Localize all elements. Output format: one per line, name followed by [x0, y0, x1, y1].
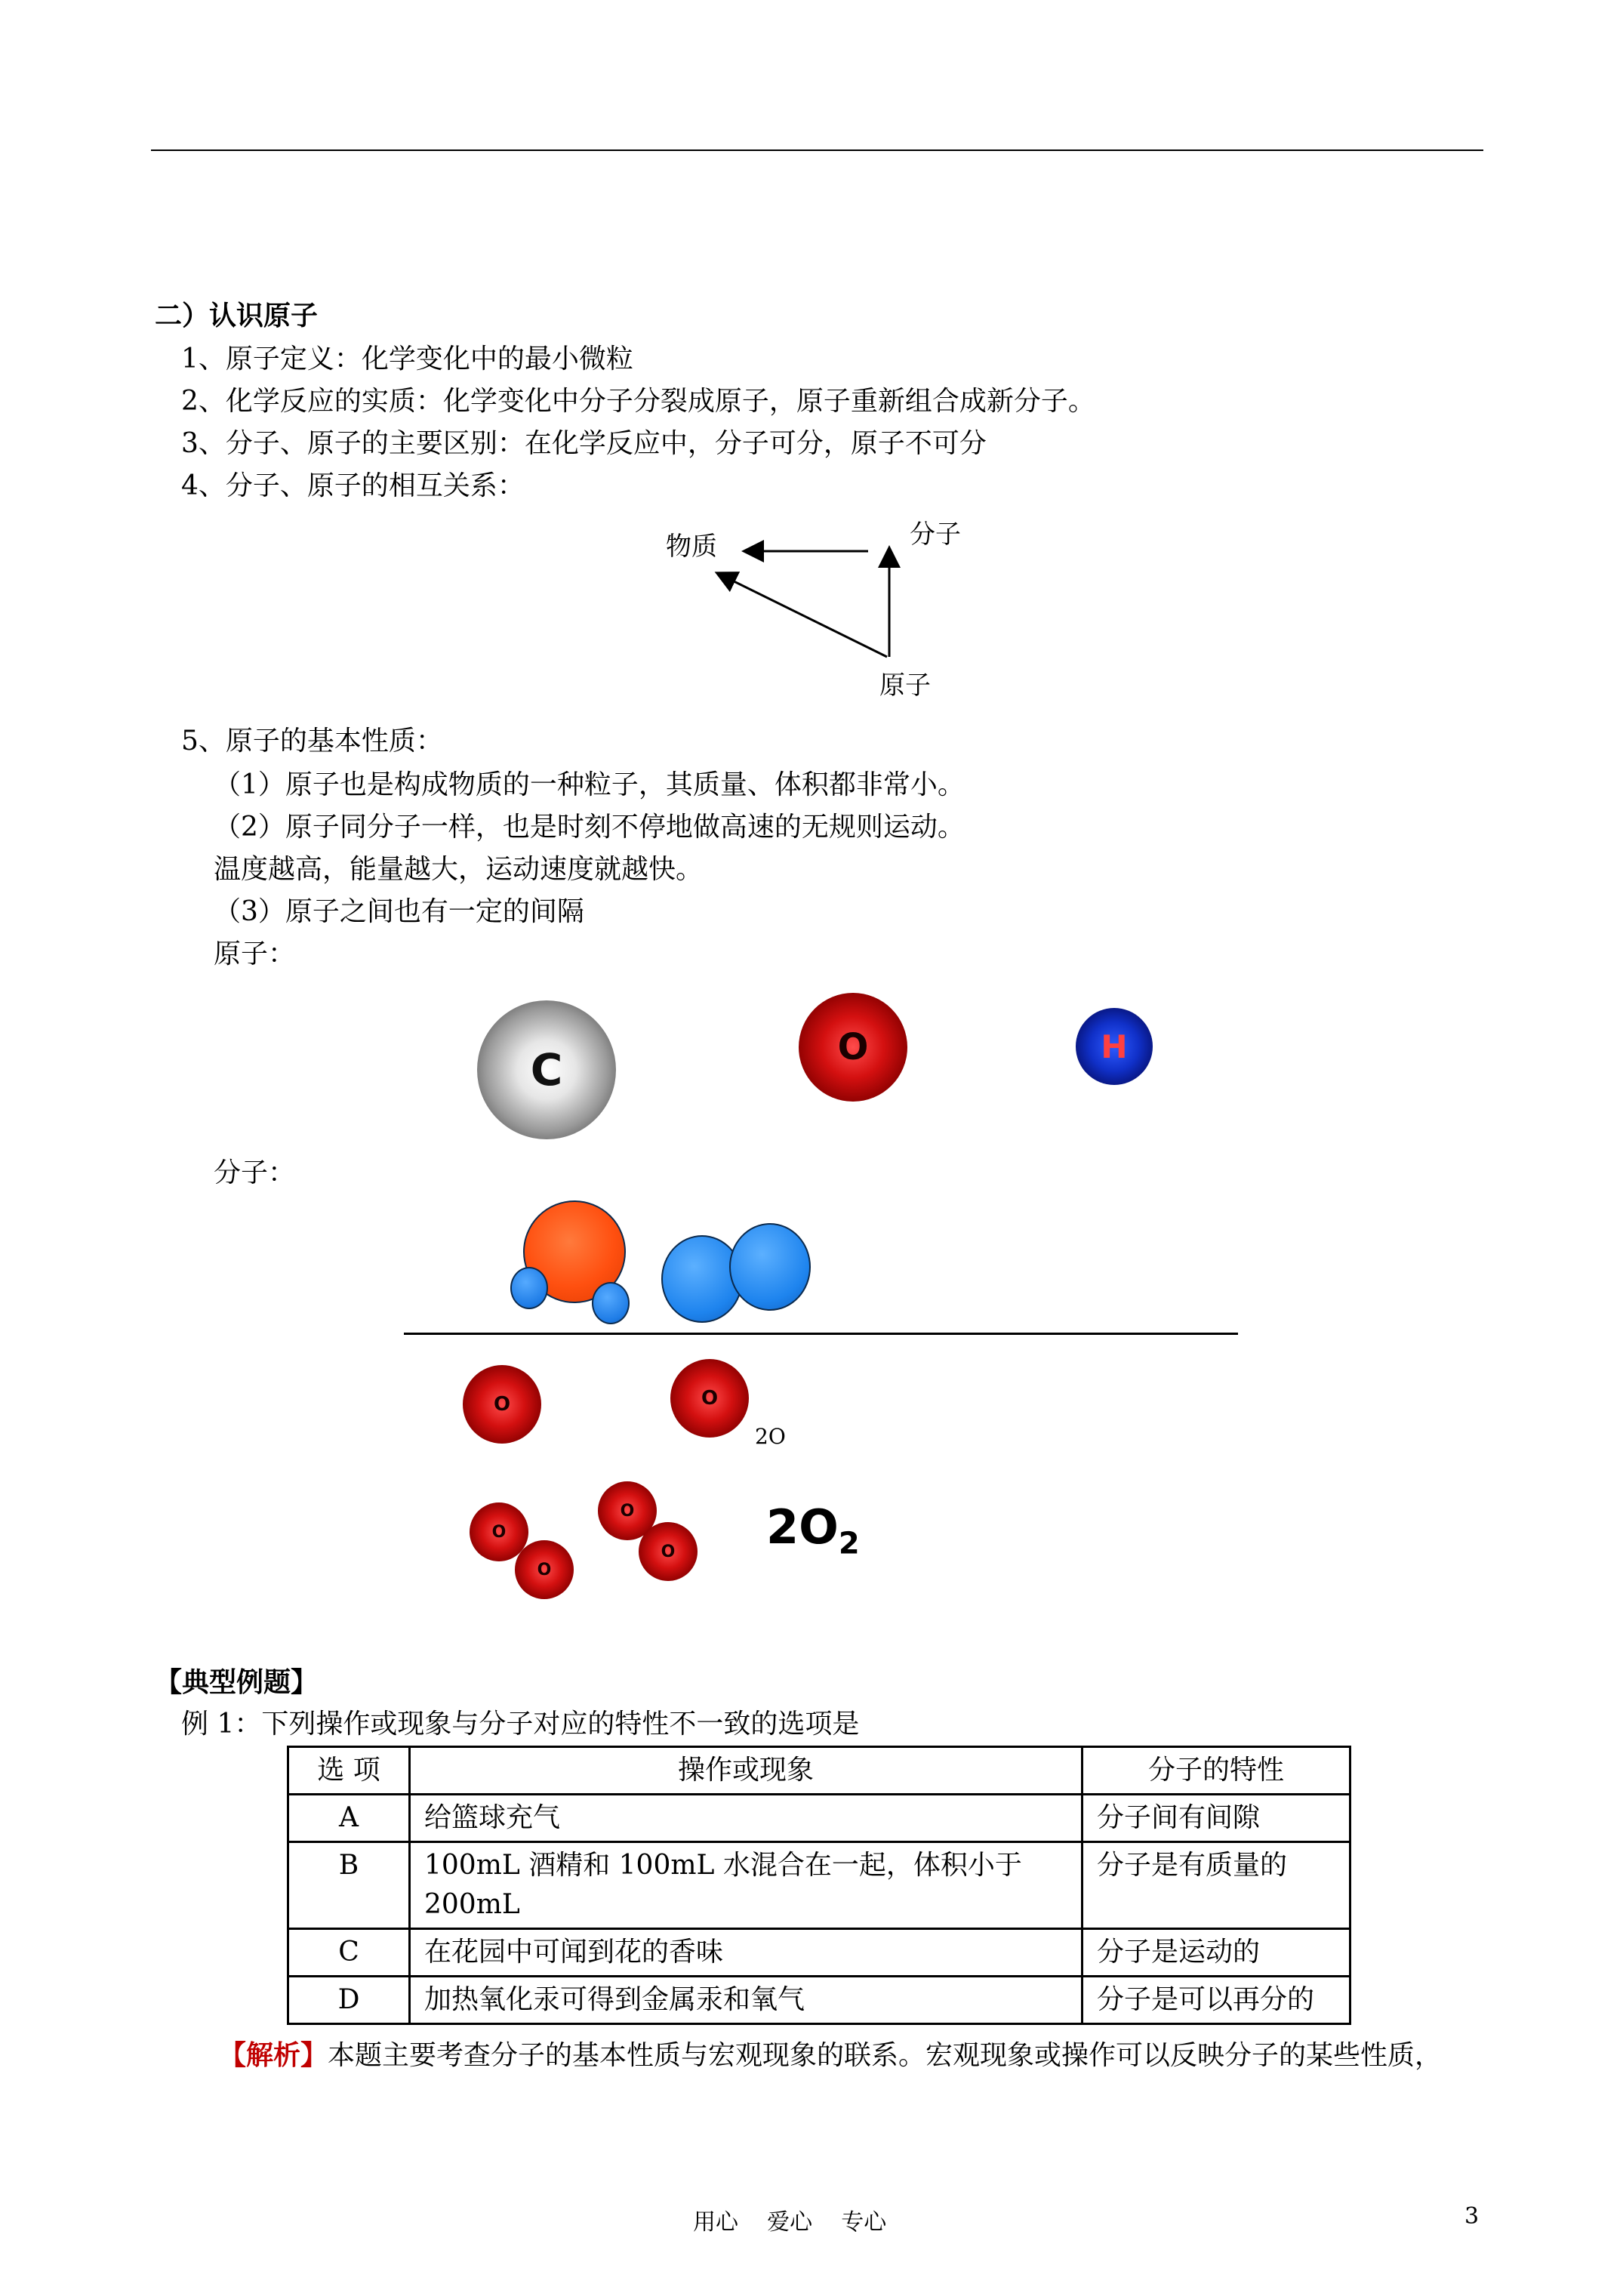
option-cell: C [288, 1929, 410, 1977]
examples-title: 【典型例题】 [155, 1666, 319, 1698]
label-2o: 2O [755, 1424, 786, 1449]
header-operation: 操作或现象 [410, 1747, 1083, 1795]
atoms-label: 原子： [214, 938, 296, 969]
property-2: （2）原子同分子一样，也是时刻不停地做高速的无规则运动。 [214, 812, 965, 843]
table-row [288, 1795, 1350, 1842]
point-1: 1、原子定义：化学变化中的最小微粒 [181, 344, 633, 374]
point-2: 2、化学反应的实质：化学变化中分子分裂成原子，原子重新组合成新分子。 [181, 386, 1095, 417]
oxygen-atom [670, 1359, 749, 1438]
header-option: 选 项 [288, 1747, 410, 1795]
table-row [288, 1929, 1350, 1977]
hydrogen-atom [1076, 1008, 1153, 1085]
example-1-question: 例 1：下列操作或现象与分子对应的特性不一致的选项是 [181, 1709, 860, 1740]
property-cell: 分子是有质量的 [1083, 1842, 1350, 1929]
properties-title: 5、原子的基本性质： [181, 726, 443, 757]
oxygen-symbol: O [537, 1560, 552, 1579]
option-cell: B [288, 1842, 410, 1929]
section-title: 二）认识原子 [155, 300, 319, 331]
oxygen-atom [515, 1540, 574, 1599]
property-1: （1）原子也是构成物质的一种粒子，其质量、体积都非常小。 [214, 769, 965, 800]
analysis-paragraph [219, 2039, 1442, 2073]
label-2o2-subscript: 2 [838, 1526, 860, 1561]
operation-cell: 在花园中可闻到花的香味 [410, 1929, 1083, 1977]
table-header-row [288, 1747, 1350, 1795]
oxygen-symbol: O [837, 1026, 869, 1068]
option-cell: A [288, 1795, 410, 1842]
property-cell: 分子间有间隙 [1083, 1795, 1350, 1842]
hydrogen-symbol: H [1101, 1028, 1128, 1065]
molecules-label: 分子： [214, 1157, 296, 1188]
example-table [287, 1746, 1351, 2025]
diagram-molecule: 分子 [910, 519, 961, 550]
divider-line [404, 1333, 1238, 1335]
point-4: 4、分子、原子的相互关系： [181, 470, 525, 501]
header-rule [151, 149, 1483, 151]
operation-cell: 加热氧化汞可得到金属汞和氧气 [410, 1977, 1083, 2024]
diagram-matter: 物质 [666, 532, 717, 562]
property-cell: 分子是运动的 [1083, 1929, 1350, 1977]
diagram-atom: 原子 [879, 670, 931, 701]
oxygen-atom [463, 1365, 541, 1444]
carbon-atom [477, 1000, 616, 1139]
label-2o2 [766, 1501, 860, 1570]
property-3: （3）原子之间也有一定的间隔 [214, 896, 584, 927]
option-cell: D [288, 1977, 410, 2024]
relation-diagram [657, 513, 996, 717]
oxygen-symbol: O [661, 1542, 676, 1561]
header-property: 分子的特性 [1083, 1747, 1350, 1795]
table-row [288, 1977, 1350, 2024]
oxygen-symbol: O [493, 1393, 511, 1416]
operation-cell: 给篮球充气 [410, 1795, 1083, 1842]
label-2o2-main: 2O [766, 1499, 839, 1555]
hydrogen-molecule-ball-right [729, 1223, 811, 1311]
point-3: 3、分子、原子的主要区别：在化学反应中，分子可分，原子不可分 [181, 428, 987, 459]
oxygen-symbol: O [701, 1387, 719, 1410]
table-row [288, 1842, 1350, 1929]
oxygen-atom [639, 1522, 698, 1581]
footer-center: 用心 爱心 专心 [693, 2209, 887, 2236]
property-cell: 分子是可以再分的 [1083, 1977, 1350, 2024]
operation-cell: 100mL 酒精和 100mL 水混合在一起，体积小于200mL [410, 1842, 1083, 1929]
water-hydrogen-ball-left [510, 1267, 548, 1309]
page-number: 3 [1464, 2203, 1480, 2230]
oxygen-symbol: O [620, 1501, 635, 1521]
carbon-symbol: C [530, 1044, 563, 1096]
analysis-text: 本题主要考查分子的基本性质与宏观现象的联系。宏观现象或操作可以反映分子的某些性质， [328, 2040, 1443, 2071]
property-2-note: 温度越高，能量越大，运动速度就越快。 [214, 854, 704, 885]
analysis-tag: 【解析】 [219, 2039, 328, 2071]
oxygen-symbol: O [491, 1522, 507, 1542]
oxygen-atom [799, 993, 907, 1102]
water-hydrogen-ball-right [592, 1282, 630, 1324]
